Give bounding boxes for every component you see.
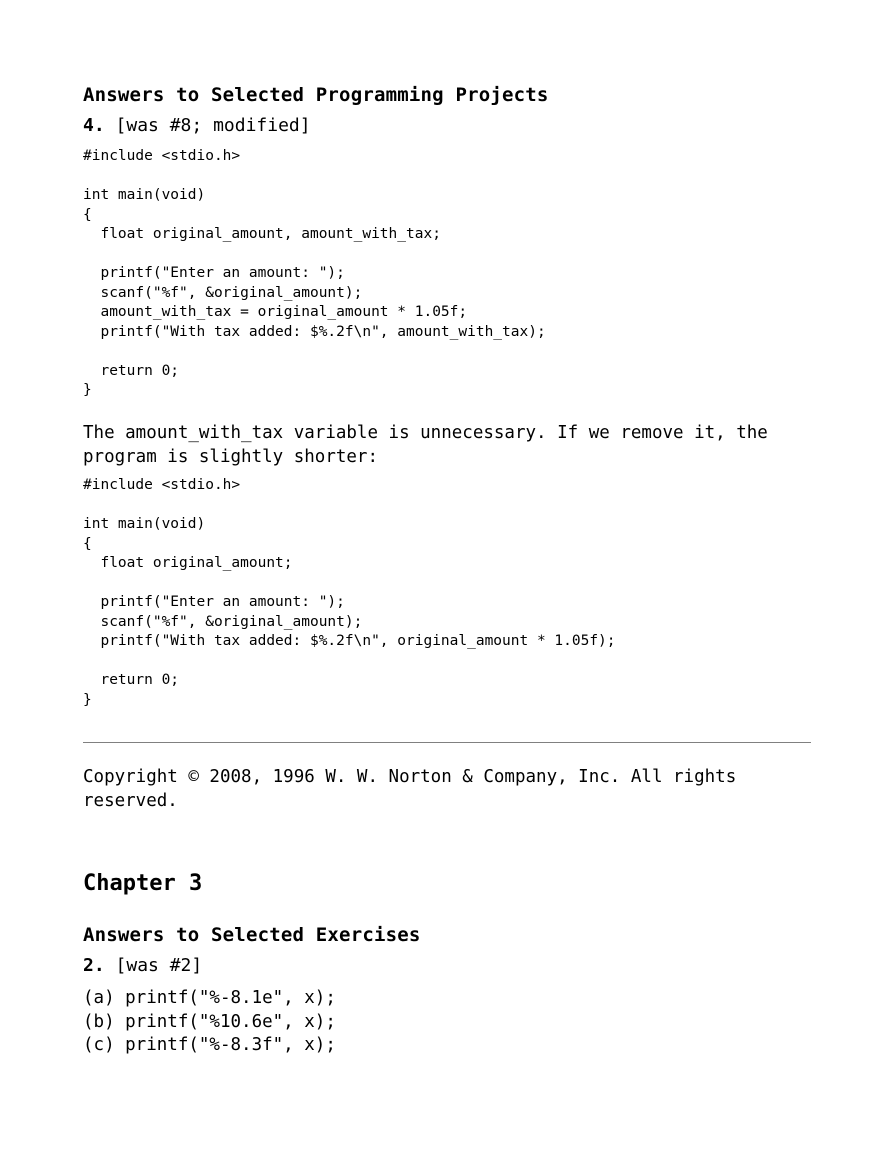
projects-heading: Answers to Selected Programming Projects — [83, 84, 549, 106]
exercise-2-answers: (a) printf("%-8.1e", x); (b) printf("%10.6e", x); (c) printf("%-8.3f", x); — [83, 988, 336, 1055]
code-block-shorter: #include <stdio.h> int main(void) { float original_amount; printf("Enter an amount: "); scanf("%f", &original_amount); printf("With tax added: $%.2f\n", original_amount * 1.05f); return 0; } — [83, 477, 616, 708]
project-4-note: [was #8; modified] — [115, 115, 311, 136]
section-divider — [83, 742, 811, 743]
project-4-number: 4. — [83, 115, 105, 136]
exercise-2-label — [83, 954, 202, 978]
code-block-original: #include <stdio.h> int main(void) { float original_amount, amount_with_tax; printf("Enter an amount: "); scanf("%f", &original_amount); amount_with_tax = original_amount * 1.05f; printf("With tax added: $%.2f\n", amount_with_tax); return 0; } — [83, 148, 546, 398]
explanation-paragraph: The amount_with_tax variable is unnecessary. If we remove it, the program is slightly shorter: — [83, 423, 768, 467]
exercise-2-note: [was #2] — [115, 955, 203, 976]
exercise-2-number: 2. — [83, 955, 105, 976]
project-4-label — [83, 114, 311, 138]
exercises-heading: Answers to Selected Exercises — [83, 924, 421, 946]
copyright-notice: Copyright © 2008, 1996 W. W. Norton & Company, Inc. All rights reserved. — [83, 767, 737, 811]
chapter-title: Chapter 3 — [83, 871, 203, 896]
